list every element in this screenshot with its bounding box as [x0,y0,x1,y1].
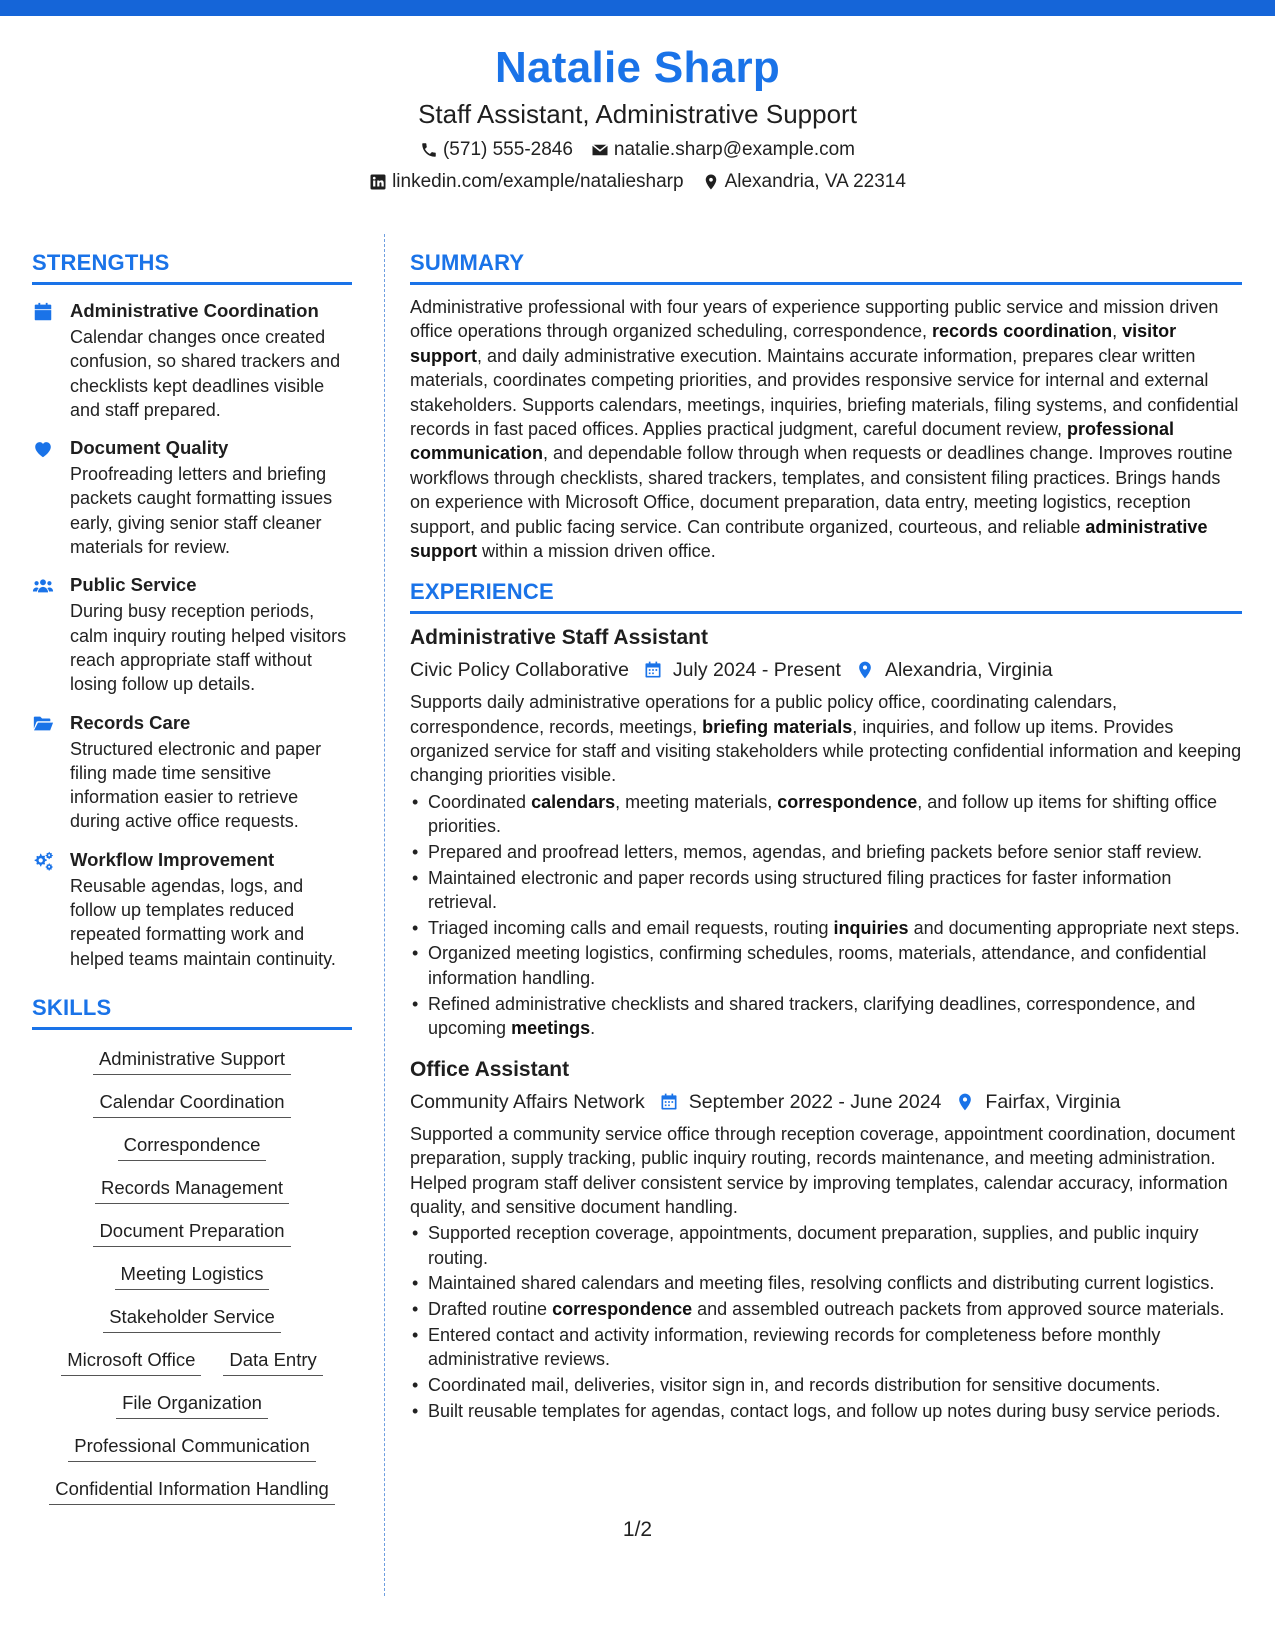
job-bullets [410,1221,1242,1423]
summary-heading: SUMMARY [410,248,1242,285]
job-meta [410,656,1242,684]
calendar-icon [643,660,663,680]
experience-heading: EXPERIENCE [410,577,1242,614]
strength-desc: Reusable agendas, logs, and follow up templates reduced repeated formatting work and helped teams maintain continuity. [70,875,336,969]
job-dates: September 2022 - June 2024 [688,1091,942,1114]
skill-tag: Stakeholder Service [103,1304,281,1333]
cogs-icon [32,850,54,872]
phone-icon [420,141,438,159]
strength-item [32,848,352,971]
candidate-name: Natalie Sharp [494,43,781,92]
contact-line-2 [0,170,1275,194]
job-title: Office Assistant [410,1058,570,1082]
bullet-item: • Refined administrative checklists and shared trackers, clarifying deadlines, correspondence, and upcoming meetings. [410,992,1242,1041]
bullet-item: • Coordinated mail, deliveries, visitor sign in, and records distribution for sensitive documents. [410,1373,1242,1397]
job-entry [410,624,1242,1040]
strength-desc: During busy reception periods, calm inquiry routing helped visitors reach appropriate staff without losing follow up details. [70,601,347,695]
calendar-icon [32,301,54,323]
job-bullets [410,790,1242,1040]
linkedin-contact[interactable] [369,170,684,194]
location-contact [702,170,906,194]
job-location: Fairfax, Virginia [985,1091,1121,1114]
skills-heading: SKILLS [32,993,352,1030]
skill-tag: Document Preparation [93,1218,290,1247]
strength-title: Document Quality [70,437,229,459]
skill-tag: Records Management [95,1175,289,1204]
bullet-item: • Coordinated calendars, meeting materials, correspondence, and follow up items for shifting office priorities. [410,790,1242,839]
bullet-item: • Maintained shared calendars and meeting files, resolving conflicts and distributing current logistics. [410,1271,1242,1295]
skills-list [32,1046,352,1505]
job-meta [410,1088,1242,1116]
skill-tag: Administrative Support [93,1046,291,1075]
strength-item [32,299,352,422]
email-contact[interactable] [591,138,855,162]
bullet-item: • Entered contact and activity information, reviewing records for completeness before monthly administrative reviews. [410,1323,1242,1372]
skill-tag: Calendar Coordination [93,1089,290,1118]
left-column [32,248,352,1505]
strength-item [32,436,352,559]
phone-contact [420,138,573,162]
strength-item [32,711,352,834]
job-location: Alexandria, Virginia [884,659,1053,682]
skill-tag: Meeting Logistics [115,1261,270,1290]
email-text[interactable]: natalie.sharp@example.com [613,139,855,160]
column-divider [384,234,385,1596]
envelope-icon [591,141,609,159]
heart-icon [32,438,54,460]
skill-tag: Correspondence [118,1132,267,1161]
job-title: Administrative Staff Assistant [410,626,708,650]
strength-title: Administrative Coordination [70,300,319,321]
skill-tag: Confidential Information Handling [49,1476,335,1505]
strength-title: Workflow Improvement [70,848,275,870]
bullet-item: • Organized meeting logistics, confirming schedules, rooms, materials, attendance, and confidential information handling. [410,941,1242,990]
bullet-item: • Supported reception coverage, appointments, document preparation, supplies, and public inquiry routing. [410,1221,1242,1270]
job-entry [410,1056,1242,1423]
map-pin-icon [955,1092,975,1112]
bullet-item: • Maintained electronic and paper records using structured filing practices for faster information retrieval. [410,866,1242,915]
location-text: Alexandria, VA 22314 [724,171,906,192]
strengths-heading: STRENGTHS [32,248,352,285]
top-accent-bar [0,0,1275,16]
strength-desc: Calendar changes once created confusion, so shared trackers and checklists kept deadlines visible and staff prepared. [70,327,341,420]
candidate-role: Staff Assistant, Administrative Support [418,99,857,129]
strength-desc: Proofreading letters and briefing packets caught formatting issues early, giving senior staff cleaner materials for review. [70,464,333,558]
resume-header [0,42,1275,194]
job-description: Supported a community service office through reception coverage, appointment coordination, document preparation, supply tracking, public inquiry routing, records maintenance, and meeting administration. Helped program staff deliver consistent service by improving templates, calendar accuracy, information quality, and sensitive document handling. [410,1124,1236,1218]
company-name: Community Affairs Network [410,1091,645,1114]
users-icon [32,575,54,597]
contact-line-1 [0,138,1275,162]
strength-title: Records Care [70,711,191,733]
page-number: 1/2 [622,1518,653,1541]
skill-tag: Microsoft Office [61,1347,201,1376]
bullet-item: • Triaged incoming calls and email requests, routing inquiries and documenting appropriate next steps. [410,916,1242,940]
bullet-item: • Prepared and proofread letters, memos, agendas, and briefing packets before senior staff review. [410,840,1242,864]
calendar-icon [659,1092,679,1112]
map-pin-icon [855,660,875,680]
company-name: Civic Policy Collaborative [410,659,629,682]
strength-desc: Structured electronic and paper filing made time sensitive information easier to retrieve during active office requests. [70,738,322,832]
bullet-item: • Built reusable templates for agendas, contact logs, and follow up notes during busy service periods. [410,1399,1242,1423]
map-pin-icon [702,173,720,191]
linkedin-text[interactable]: linkedin.com/example/nataliesharp [392,171,684,192]
folder-open-icon [32,713,54,735]
job-dates: July 2024 - Present [672,659,841,682]
skill-tag: Data Entry [223,1347,322,1376]
skill-tag: Professional Communication [68,1433,315,1462]
phone-text: (571) 555-2846 [442,139,573,160]
strength-title: Public Service [70,574,197,596]
linkedin-icon [369,173,387,191]
skill-tag: File Organization [116,1390,268,1419]
strength-item [32,573,352,696]
summary-text: Administrative professional with four years of experience supporting public service and mission driven office operations through organized scheduling, correspondence, records coordination, visitor support, and daily administrative execution. Maintains accurate information, prepares clear written materials, coordinates competing priorities, and provides responsive service for internal and external stakeholders. Supports calendars, meetings, inquiries, briefing materials, filing systems, and confidential records in fast paced offices. Applies practical judgment, careful document review, professional communication, and dependable follow through when requests or deadlines change. Improves routine workflows through checklists, shared trackers, templates, and consistent filing practices. Brings hands on experience with Microsoft Office, document preparation, data entry, meeting logistics, reception support, and public facing service. Can contribute organized, courteous, and reliable administrative support within a mission driven office. [410,297,1239,562]
bullet-item: • Drafted routine correspondence and assembled outreach packets from approved source materials. [410,1297,1242,1321]
job-description: Supports daily administrative operations for a public policy office, coordinating calendars, correspondence, records, meetings, briefing materials, inquiries, and follow up items. Provides organized service for staff and visiting stakeholders while protecting confidential information and keeping changing priorities visible. [410,692,1242,786]
right-column [410,248,1242,1423]
